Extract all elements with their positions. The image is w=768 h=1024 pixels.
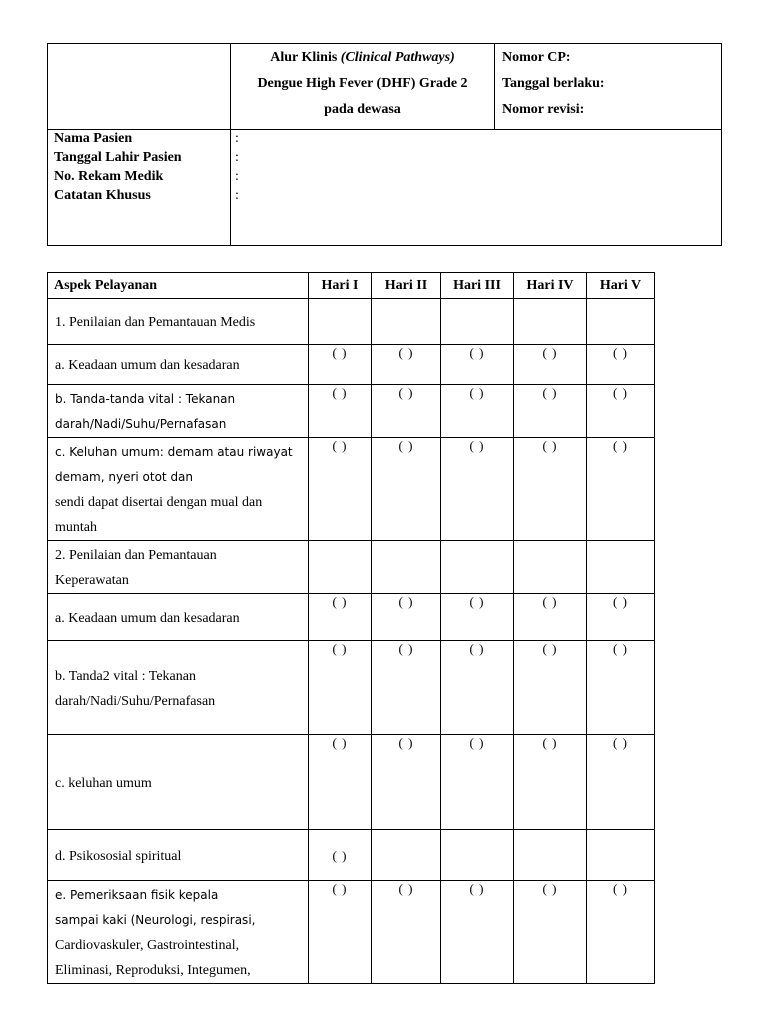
patient-separators — [235, 129, 239, 205]
table-row — [48, 541, 655, 594]
check-hari-5[interactable]: ( ) — [587, 881, 655, 984]
row-text: 1. Penilaian dan Pemantauan Medis — [55, 315, 256, 330]
header-divider-right — [494, 44, 495, 130]
check-hari-5[interactable]: ( ) — [587, 438, 655, 541]
nomor-cp-label: Nomor CP: — [502, 50, 571, 65]
header-title — [231, 45, 494, 123]
check-hari-2[interactable]: ( ) — [372, 438, 441, 541]
header-title-line3: pada dewasa — [324, 102, 401, 117]
empty-cell — [587, 541, 655, 594]
row-text: d. Psikososial spiritual — [55, 848, 182, 864]
row-text: Eliminasi, Reproduksi, Integumen, — [55, 963, 251, 978]
row-text: demam, nyeri otot dan — [55, 470, 194, 484]
header-meta — [502, 45, 605, 123]
check-hari-1[interactable]: ( ) — [309, 641, 372, 735]
check-hari-1[interactable]: ( ) — [309, 345, 372, 385]
row-label — [48, 385, 309, 438]
col-aspek: Aspek Pelayanan — [48, 273, 309, 299]
header-title-line2: Dengue High Fever (DHF) Grade 2 — [257, 76, 468, 91]
check-hari-5[interactable]: ( ) — [587, 385, 655, 438]
row-text: Keperawatan — [55, 573, 129, 588]
empty-cell — [441, 541, 514, 594]
row-text: a. Keadaan umum dan kesadaran — [55, 358, 240, 373]
table-row — [48, 735, 655, 830]
check-hari-2[interactable]: ( ) — [372, 385, 441, 438]
empty-cell — [372, 541, 441, 594]
patient-notes-label: Catatan Khusus — [54, 188, 151, 203]
patient-name-field[interactable]: : — [235, 131, 239, 146]
check-hari-1[interactable]: ( ) — [309, 830, 372, 881]
check-hari-3[interactable]: ( ) — [441, 385, 514, 438]
header-title-line1: Alur Klinis (Clinical Pathways) — [270, 50, 455, 65]
row-text: b. Tanda2 vital : Tekanan — [55, 668, 196, 684]
tanggal-berlaku-label: Tanggal berlaku: — [502, 76, 605, 91]
empty-cell — [372, 830, 441, 881]
row-text: sampai kaki (Neurologi, respirasi, — [55, 913, 256, 927]
check-hari-4[interactable]: ( ) — [514, 438, 587, 541]
check-hari-1[interactable]: ( ) — [309, 594, 372, 641]
check-hari-2[interactable]: ( ) — [372, 594, 441, 641]
empty-cell — [309, 299, 372, 345]
check-hari-2[interactable]: ( ) — [372, 735, 441, 830]
col-hari-5: Hari V — [587, 273, 655, 299]
empty-cell — [441, 299, 514, 345]
check-hari-3[interactable]: ( ) — [441, 641, 514, 735]
empty-cell — [372, 299, 441, 345]
row-label — [48, 735, 309, 830]
row-label — [48, 881, 309, 984]
empty-cell — [309, 541, 372, 594]
check-hari-1[interactable]: ( ) — [309, 438, 372, 541]
table-row — [48, 299, 655, 345]
check-hari-5[interactable]: ( ) — [587, 735, 655, 830]
table-header-row — [48, 273, 655, 299]
row-label — [48, 830, 309, 881]
row-label — [48, 438, 309, 541]
check-hari-2[interactable]: ( ) — [372, 345, 441, 385]
check-hari-1[interactable]: ( ) — [309, 385, 372, 438]
check-hari-4[interactable]: ( ) — [514, 641, 587, 735]
patient-labels — [54, 129, 182, 205]
row-label — [48, 594, 309, 641]
check-hari-4[interactable]: ( ) — [514, 594, 587, 641]
empty-cell — [514, 299, 587, 345]
check-hari-2[interactable]: ( ) — [372, 881, 441, 984]
empty-cell — [514, 830, 587, 881]
check-hari-1[interactable]: ( ) — [309, 735, 372, 830]
table-row — [48, 830, 655, 881]
col-hari-1: Hari I — [309, 273, 372, 299]
check-hari-4[interactable]: ( ) — [514, 881, 587, 984]
patient-divider — [230, 130, 231, 246]
check-hari-3[interactable]: ( ) — [441, 345, 514, 385]
check-hari-4[interactable]: ( ) — [514, 735, 587, 830]
check-hari-5[interactable]: ( ) — [587, 345, 655, 385]
row-text: c. Keluhan umum: demam atau riwayat — [55, 445, 293, 459]
row-text: e. Pemeriksaan fisik kepala — [55, 888, 219, 902]
check-hari-5[interactable]: ( ) — [587, 594, 655, 641]
empty-cell — [587, 299, 655, 345]
row-text: darah/Nadi/Suhu/Pernafasan — [55, 417, 227, 431]
empty-cell — [441, 830, 514, 881]
col-hari-2: Hari II — [372, 273, 441, 299]
table-row — [48, 594, 655, 641]
row-text: 2. Penilaian dan Pemantauan — [55, 548, 217, 563]
row-label — [48, 299, 309, 345]
check-hari-2[interactable]: ( ) — [372, 641, 441, 735]
row-text: b. Tanda-tanda vital : Tekanan — [55, 392, 236, 406]
row-text: Cardiovaskuler, Gastrointestinal, — [55, 938, 240, 953]
row-text: muntah — [55, 520, 97, 535]
table-row — [48, 641, 655, 735]
table-row — [48, 345, 655, 385]
check-hari-4[interactable]: ( ) — [514, 345, 587, 385]
patient-name-label: Nama Pasien — [54, 131, 133, 146]
check-hari-4[interactable]: ( ) — [514, 385, 587, 438]
row-text: a. Keadaan umum dan kesadaran — [55, 610, 240, 626]
nomor-revisi-label: Nomor revisi: — [502, 102, 585, 117]
service-aspect-table — [47, 272, 655, 984]
patient-record-field[interactable]: : — [235, 169, 239, 184]
patient-dob-field[interactable]: : — [235, 150, 239, 165]
table-row — [48, 881, 655, 984]
row-label — [48, 541, 309, 594]
row-text: darah/Nadi/Suhu/Pernafasan — [55, 693, 216, 709]
check-hari-3[interactable]: ( ) — [441, 594, 514, 641]
empty-cell — [587, 830, 655, 881]
row-label — [48, 345, 309, 385]
check-hari-3[interactable]: ( ) — [441, 881, 514, 984]
patient-dob-label: Tanggal Lahir Pasien — [54, 150, 182, 165]
col-hari-4: Hari IV — [514, 273, 587, 299]
check-hari-3[interactable]: ( ) — [441, 438, 514, 541]
check-hari-1[interactable]: ( ) — [309, 881, 372, 984]
patient-notes-field[interactable]: : — [235, 188, 239, 203]
check-hari-3[interactable]: ( ) — [441, 735, 514, 830]
check-hari-5[interactable]: ( ) — [587, 641, 655, 735]
row-label — [48, 641, 309, 735]
empty-cell — [514, 541, 587, 594]
row-text: sendi dapat disertai dengan mual dan — [55, 495, 263, 510]
row-text: c. keluhan umum — [55, 775, 152, 791]
table-row — [48, 385, 655, 438]
table-row — [48, 438, 655, 541]
col-hari-3: Hari III — [441, 273, 514, 299]
clinical-pathway-header — [47, 43, 722, 246]
patient-record-label: No. Rekam Medik — [54, 169, 164, 184]
